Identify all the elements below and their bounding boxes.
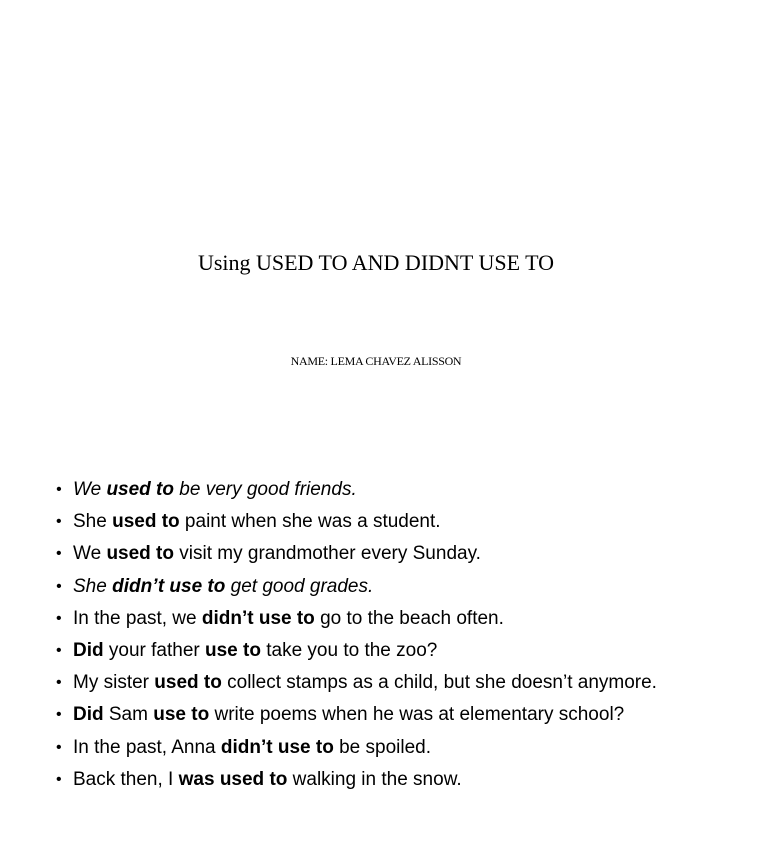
sentence-item <box>56 474 657 506</box>
highlighted-phrase: Did <box>73 704 104 726</box>
bullet-icon: • <box>56 481 62 498</box>
sentence-text: your father <box>103 639 205 661</box>
student-name: NAME: LEMA CHAVEZ ALISSON <box>290 354 462 368</box>
highlighted-phrase: didn’t use to <box>112 575 226 597</box>
sentence-item <box>56 571 657 603</box>
sentence-text: We <box>73 479 107 500</box>
sentence-text: In the past, we <box>73 607 202 629</box>
sentence-text: paint when she was a student. <box>179 511 441 533</box>
sentence-text: go to the beach often. <box>314 607 504 629</box>
highlighted-phrase: didn’t use to <box>220 736 334 758</box>
bullet-icon: • <box>56 674 62 692</box>
sentence-list <box>56 474 657 796</box>
highlighted-phrase: didn’t use to <box>201 607 315 629</box>
sentence-text: take you to the zoo? <box>260 639 438 661</box>
highlighted-phrase: was used to <box>178 768 288 790</box>
sentence-text: be spoiled. <box>333 736 432 758</box>
highlighted-phrase: used to <box>106 543 174 565</box>
highlighted-phrase: use to <box>205 639 261 661</box>
highlighted-phrase: used to <box>154 672 222 694</box>
sentence-item <box>56 506 657 538</box>
highlighted-phrase: use to <box>153 704 210 726</box>
bullet-icon: • <box>56 577 62 595</box>
highlighted-phrase: Did <box>73 639 104 661</box>
sentence-item <box>56 538 657 570</box>
sentence-text: My sister <box>73 672 155 694</box>
sentence-text: get good grades. <box>225 575 374 597</box>
sentence-text: Back then, I <box>73 768 179 790</box>
sentence-text: Sam <box>103 704 154 726</box>
bullet-icon: • <box>56 641 62 659</box>
bullet-icon: • <box>56 770 62 788</box>
sentence-item <box>56 603 657 635</box>
sentence-item <box>56 699 657 731</box>
document-title: Using USED TO AND DIDNT USE TO <box>197 250 555 275</box>
bullet-icon: • <box>56 738 62 756</box>
sentence-text: We <box>73 543 107 565</box>
sentence-text: be very good friends. <box>174 479 357 500</box>
highlighted-phrase: used to <box>112 511 180 533</box>
bullet-icon: • <box>56 513 62 531</box>
highlighted-phrase: used to <box>106 479 174 500</box>
bullet-icon: • <box>56 545 62 563</box>
bullet-icon: • <box>56 706 62 724</box>
sentence-item <box>56 764 657 796</box>
sentence-text: She <box>73 511 113 533</box>
sentence-text: In the past, Anna <box>73 736 221 758</box>
sentence-text: visit my grandmother every Sunday. <box>174 543 481 565</box>
sentence-text: collect stamps as a child, but she doesn’t anymore. <box>221 672 657 694</box>
sentence-text: She <box>73 575 113 597</box>
sentence-text: write poems when he was at elementary school? <box>209 704 625 726</box>
bullet-icon: • <box>56 609 62 627</box>
sentence-item <box>56 667 657 699</box>
sentence-item <box>56 732 657 764</box>
sentence-item <box>56 635 657 667</box>
sentence-text: walking in the snow. <box>287 768 462 790</box>
